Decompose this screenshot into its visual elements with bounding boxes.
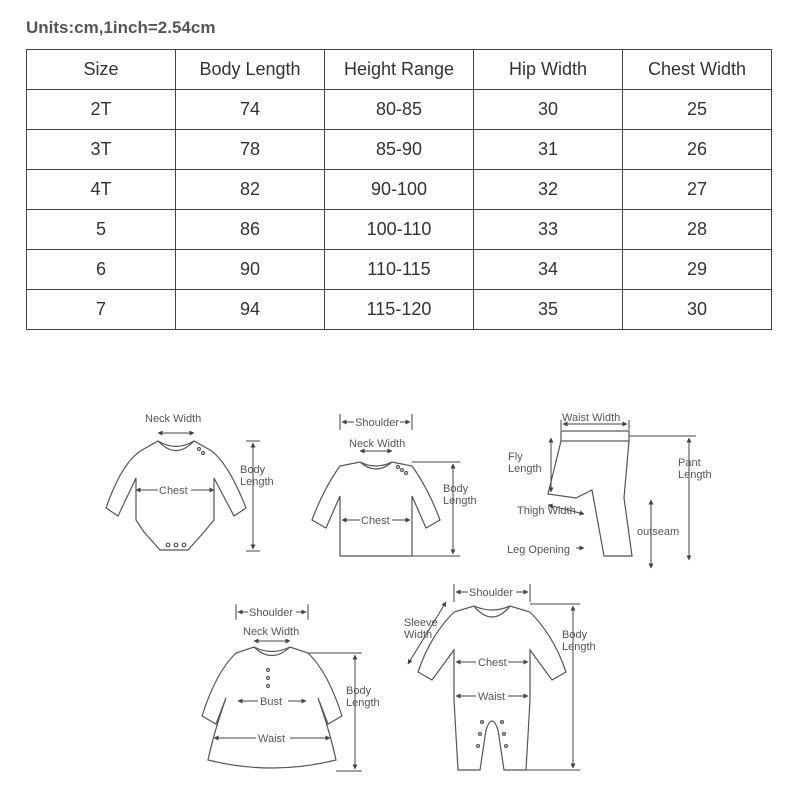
pants-diagram [507, 412, 712, 568]
bodysuit-body-label [240, 464, 274, 488]
pants-fly-length-label: Fly Length [508, 451, 542, 475]
header-body-length: Body Length [176, 50, 325, 90]
cell-hip-width: 34 [474, 250, 623, 290]
cell-hip-width: 32 [474, 170, 623, 210]
bodysuit-chest-label: Chest [159, 485, 188, 497]
cell-chest-width: 27 [623, 170, 772, 210]
header-chest-width: Chest Width [623, 50, 772, 90]
cell-size: 6 [27, 250, 176, 290]
dress-diagram [202, 604, 380, 771]
shirt-chest-label: Chest [361, 515, 390, 527]
cell-height-range: 85-90 [325, 130, 474, 170]
cell-size: 3T [27, 130, 176, 170]
table-row [27, 210, 772, 250]
dress-neck-width-label: Neck Width [243, 626, 300, 638]
cell-height-range: 80-85 [325, 90, 474, 130]
cell-hip-width: 30 [474, 90, 623, 130]
table-row [27, 250, 772, 290]
romper-body-length-label: Body Length [562, 629, 596, 653]
shirt-diagram [312, 414, 477, 556]
romper-waist-label: Waist [478, 691, 506, 703]
romper-chest-label: Chest [478, 657, 507, 669]
table-row [27, 290, 772, 330]
cell-body-length: 82 [176, 170, 325, 210]
table-row [27, 170, 772, 210]
pants-thigh-width-label: Thigh Width [517, 505, 576, 517]
shirt-outline [312, 462, 440, 556]
shirt-neck-width-label: Neck Width [349, 438, 406, 450]
cell-body-length: 74 [176, 90, 325, 130]
cell-size: 4T [27, 170, 176, 210]
cell-hip-width: 31 [474, 130, 623, 170]
measurement-diagrams [0, 340, 800, 800]
shirt-body-length-label: Body Length [443, 483, 477, 507]
bodysuit-neck-width-label: Neck Width [145, 413, 202, 425]
cell-body-length: 90 [176, 250, 325, 290]
bodysuit-body-length-label: Body Length [240, 464, 274, 488]
cell-chest-width: 30 [623, 290, 772, 330]
cell-hip-width: 35 [474, 290, 623, 330]
cell-body-length: 78 [176, 130, 325, 170]
bodysuit-diagram [106, 413, 274, 551]
cell-height-range: 100-110 [325, 210, 474, 250]
cell-chest-width: 29 [623, 250, 772, 290]
bodysuit-collar [158, 441, 194, 451]
pants-pant-length-label: Pant Length [678, 457, 712, 481]
cell-size: 2T [27, 90, 176, 130]
pants-outline [548, 441, 632, 556]
header-hip-width: Hip Width [474, 50, 623, 90]
pants-waistband [561, 431, 629, 441]
size-chart-table [26, 49, 772, 330]
header-size: Size [27, 50, 176, 90]
dress-bust-label: Bust [260, 696, 283, 708]
table-row [27, 130, 772, 170]
shirt-shoulder-label: Shoulder [355, 417, 400, 429]
cell-height-range: 90-100 [325, 170, 474, 210]
cell-body-length: 94 [176, 290, 325, 330]
dress-waist-label: Waist [258, 733, 286, 745]
pants-outseam-label: outseam [637, 526, 680, 538]
pants-waist-width-label: Waist Width [562, 412, 621, 424]
cell-height-range: 110-115 [325, 250, 474, 290]
dress-shoulder-label: Shoulder [249, 607, 294, 619]
cell-size: 5 [27, 210, 176, 250]
romper-sleeve-width-label: Sleeve Width [404, 617, 438, 641]
romper-outline [418, 606, 566, 770]
cell-body-length: 86 [176, 210, 325, 250]
cell-chest-width: 28 [623, 210, 772, 250]
table-row [27, 90, 772, 130]
cell-chest-width: 25 [623, 90, 772, 130]
dress-body-length-label: Body Length [346, 685, 380, 709]
table-header-row [27, 50, 772, 90]
header-height-range: Height Range [325, 50, 474, 90]
pants-leg-opening-label: Leg Opening [507, 544, 570, 556]
cell-hip-width: 33 [474, 210, 623, 250]
romper-shoulder-label: Shoulder [469, 587, 514, 599]
cell-chest-width: 26 [623, 130, 772, 170]
romper-diagram [404, 584, 596, 770]
units-note: Units:cm,1inch=2.54cm [26, 18, 216, 37]
cell-size: 7 [27, 290, 176, 330]
cell-height-range: 115-120 [325, 290, 474, 330]
